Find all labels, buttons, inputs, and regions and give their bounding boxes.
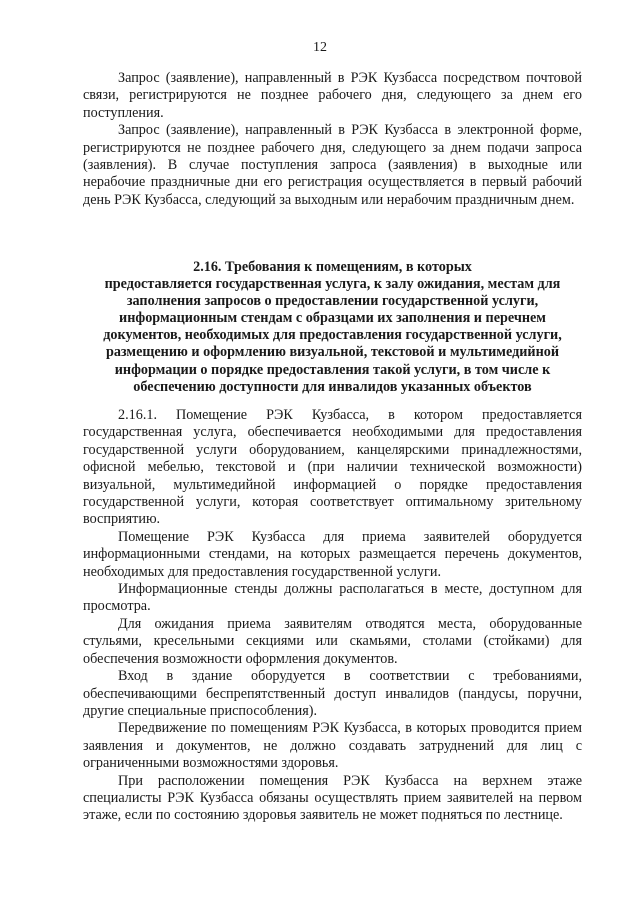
paragraph: Вход в здание оборудуется в соответствии с требованиями, обеспечивающими беспрепятственный доступ инвалидов (пандусы, поручни, другие специальные приспособления).	[83, 668, 582, 719]
heading-line: информации о порядке предоставления такой услуги, в том числе к	[114, 361, 551, 378]
heading-line: обеспечению доступности для инвалидов указанных объектов	[133, 378, 532, 395]
heading-line: предоставляется государственная услуга, к залу ожидания, местам для	[104, 276, 561, 293]
paragraph: Запрос (заявление), направленный в РЭК Кузбасса в электронной форме, регистрируются не позднее рабочего дня, следующего за днем подачи запроса (заявления). В случае поступления запроса (заявления) в выходные или нерабочие праздничные дни его регистрация осуществляется в первый рабочий день РЭК Кузбасса, следующий за выходным или нерабочим праздничным днем.	[83, 122, 582, 208]
body-text-block	[83, 407, 582, 825]
paragraph: Информационные стенды должны располагаться в месте, доступном для просмотра.	[83, 581, 582, 615]
heading-line: документов, необходимых для предоставления государственной услуги,	[103, 327, 562, 344]
paragraph: Запрос (заявление), направленный в РЭК Кузбасса посредством почтовой связи, регистрируются не позднее рабочего дня, следующего за днем его поступления.	[83, 70, 582, 121]
heading-line: информационным стендам с образцами их заполнения и перечнем	[119, 310, 546, 327]
heading-line: заполнения запросов о предоставлении государственной услуги,	[126, 293, 539, 310]
heading-line: размещению и оформлению визуальной, текстовой и мультимедийной	[105, 344, 560, 361]
paragraph: 2.16.1. Помещение РЭК Кузбасса, в котором предоставляется государственная услуга, обеспечивается необходимыми для предоставления государственной услуги оборудованием, канцелярскими принадлежностями, офисной мебелью, текстовой и (при наличии технической возможности) визуальной, мультимедийной информацией о порядке предоставления государственной услуги, которая соответствует оптимальному зрительному восприятию.	[83, 407, 582, 528]
section-heading	[83, 259, 582, 396]
paragraph: Помещение РЭК Кузбасса для приема заявителей оборудуется информационными стендами, на которых размещается перечень документов, необходимых для предоставления государственной услуги.	[83, 528, 582, 580]
heading-line: 2.16. Требования к помещениям, в которых	[193, 259, 472, 275]
paragraph: Передвижение по помещениям РЭК Кузбасса, в которых проводится прием заявления и документов, не должно создавать затруднений для лиц с ограниченными возможностями здоровья.	[83, 720, 582, 772]
top-text-block	[83, 70, 582, 209]
page-number: 12	[313, 40, 327, 55]
paragraph: При расположении помещения РЭК Кузбасса на верхнем этаже специалисты РЭК Кузбасса обязаны осуществлять прием заявителей на первом этаже, если по состоянию здоровья заявитель не может подняться по лестнице.	[83, 772, 582, 824]
paragraph: Для ожидания приема заявителям отводятся места, оборудованные стульями, кресельными секциями или скамьями, столами (стойками) для обеспечения возможности оформления документов.	[83, 615, 582, 667]
